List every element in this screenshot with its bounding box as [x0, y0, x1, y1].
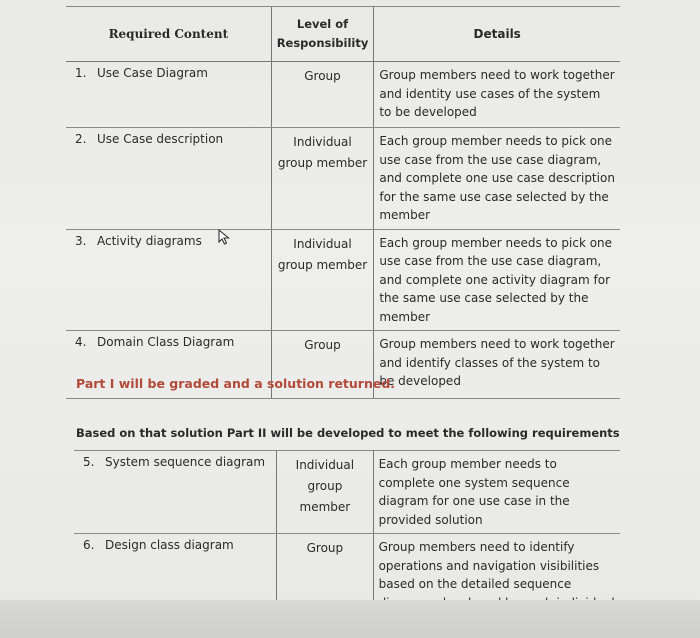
- row-content-label: System sequence diagram: [105, 455, 266, 469]
- requirements-table-part1: [66, 6, 620, 399]
- table-row: [66, 62, 620, 128]
- table-row: [66, 128, 620, 230]
- header-level-of-responsibility: Level of Responsibility: [271, 7, 374, 62]
- row-content-label: Domain Class Diagram: [97, 335, 235, 349]
- table-row: [74, 451, 620, 534]
- row-details-cell: Each group member needs to pick one use case from the use case diagram, and complete one use case description for the same use case selected by the member: [374, 128, 620, 230]
- table-row: [66, 229, 620, 331]
- part1-note: Part I will be graded and a solution returned.: [76, 376, 396, 391]
- row-number: 3.: [75, 233, 87, 248]
- table-header-row: [66, 7, 620, 62]
- row-level-cell: Individual group member: [271, 229, 374, 331]
- row-number: 5.: [83, 455, 95, 469]
- row-content-label: Activity diagrams: [97, 233, 202, 248]
- row-details-cell: Each group member needs to pick one use case from the use case diagram, and complete one activity diagram for the same use case selected by the member: [374, 229, 620, 331]
- row-level-cell: Group: [271, 331, 374, 399]
- row-number: 1.: [75, 66, 87, 80]
- page-bottom-shadow: [0, 600, 700, 638]
- row-level-cell: Individual group member: [277, 451, 373, 534]
- row-number: 2.: [75, 132, 87, 146]
- row-content-cell: [66, 128, 271, 230]
- row-content-cell: [74, 451, 277, 534]
- row-level-cell: Individual group member: [271, 128, 374, 230]
- row-content-cell: [66, 62, 271, 128]
- row-details-cell: Each group member needs to complete one system sequence diagram for one use case in the provided solution: [373, 451, 620, 534]
- row-details-cell: Group members need to identify operations and navigation visibilities based on the detailed sequence: [373, 534, 620, 618]
- mouse-pointer-icon: [218, 229, 232, 245]
- row-level-cell: Group: [277, 534, 373, 618]
- row-content-label: Design class diagram: [105, 538, 234, 552]
- row-content-label: Use Case description: [97, 132, 224, 146]
- row-number: 4.: [75, 335, 87, 349]
- row-details-cell: Group members need to work together and identity use cases of the system to be developed: [374, 62, 620, 128]
- row-content-label: Use Case Diagram: [97, 66, 208, 80]
- row-number: 6.: [83, 538, 95, 552]
- row-details-cell: Group members need to work together and identify classes of the system to be developed: [374, 331, 620, 399]
- header-required-content: Required Content: [66, 7, 271, 62]
- header-details: Details: [374, 7, 620, 62]
- requirements-table-part2: [74, 450, 620, 618]
- row-content-cell: [66, 229, 271, 331]
- row-level-cell: Group: [271, 62, 374, 128]
- part2-heading: Based on that solution Part II will be developed to meet the following requirements: [76, 426, 620, 440]
